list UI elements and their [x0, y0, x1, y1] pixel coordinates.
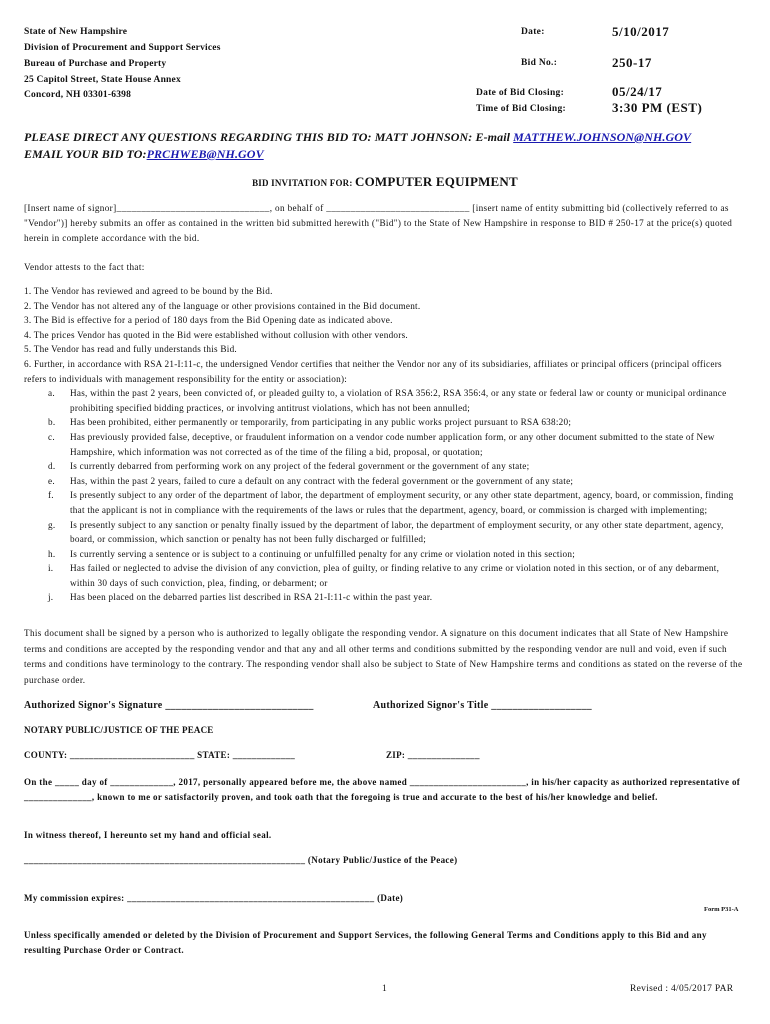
bid-number-label: Bid No.: — [521, 58, 558, 68]
county-state-field[interactable]: COUNTY: __________________________ STATE: _____________ — [24, 750, 296, 760]
date-label: Date: — [521, 27, 545, 37]
notary-signature-field[interactable]: __________________________________________________________ (Notary Public/Justice of the Peace) — [24, 855, 458, 865]
general-terms-paragraph: Unless specifically amended or deleted by the Division of Procurement and Support Services, the following General Terms and Conditions apply to this Bid and any resulting Purchase Order or Contract. — [24, 930, 707, 955]
list-item: 2. The Vendor has not altered any of the language or other provisions contained in the Bid document. — [24, 300, 421, 311]
agency-line: Concord, NH 03301-6398 — [24, 90, 132, 100]
witness-line: In witness thereof, I hereunto set my hand and official seal. — [24, 830, 272, 840]
sublist-item — [24, 547, 746, 562]
list-item: 4. The prices Vendor has quoted in the Bid were established without collusion with other vendors. — [24, 329, 408, 340]
zip-field[interactable]: ZIP: _______________ — [386, 750, 480, 760]
sublist-text: Has previously provided false, deceptive, or fraudulent information on a vendor code number application form, or any other document submitted to the state of New Hampshire, which information was not corrected as of the time of the filing a bid, proposal, or quotation; — [70, 431, 715, 457]
sublist-item — [24, 386, 746, 415]
sublist-letter: g. — [48, 519, 56, 530]
sublist-item — [24, 415, 746, 430]
closing-date-value: 05/24/17 — [612, 84, 663, 99]
commission-expires-field[interactable]: My commission expires: ___________________________________________________ (Date) — [24, 893, 404, 903]
sublist-text: Has, within the past 2 years, failed to cure a default on any contract with the federal government or the government of any state; — [70, 475, 574, 486]
contact-block — [24, 129, 754, 163]
notary-heading: NOTARY PUBLIC/JUSTICE OF THE PEACE — [24, 725, 214, 735]
sublist-letter: e. — [48, 475, 55, 486]
agency-line: Bureau of Purchase and Property — [24, 59, 167, 69]
sublist-item — [24, 518, 746, 547]
signor-title-field[interactable]: Authorized Signor's Title ___________________ — [373, 700, 592, 711]
sublist-letter: i. — [48, 563, 54, 574]
sublist-text: Has been placed on the debarred parties list described in RSA 21-I:11-c within the past year. — [70, 592, 433, 603]
sublist-text: Has, within the past 2 years, been convicted of, or pleaded guilty to, a violation of RSA 356:2, RSA 356:4, or any state or federal law or county or municipal ordinance prohibiting specified bidding practices, or involving antitrust violations, which has not been annulled; — [70, 388, 727, 413]
sublist-text: Is currently debarred from performing work on any project of the federal government or the government of any state; — [70, 461, 530, 472]
questions-text: PLEASE DIRECT ANY QUESTIONS REGARDING THIS BID TO: MATT JOHNSON: E-mail — [24, 130, 514, 144]
list-item: 3. The Bid is effective for a period of 180 days from the Bid Opening date as indicated above. — [24, 315, 393, 326]
email-bid-line — [24, 146, 754, 163]
sublist-letter: f. — [48, 490, 54, 501]
email-bid-text: EMAIL YOUR BID TO: — [24, 147, 147, 161]
sublist-item — [24, 590, 746, 605]
sublist-letter: d. — [48, 461, 56, 472]
page-number: 1 — [382, 984, 388, 994]
email-bid-link[interactable]: PRCHWEB@NH.GOV — [146, 147, 264, 161]
agency-line: State of New Hampshire — [24, 27, 128, 37]
sublist-letter: a. — [48, 388, 55, 399]
sublist-text: Has failed or neglected to advise the division of any conviction, plea of guilty, or finding relative to any crime or violation noted in this section, or of any debarment, within 30 days of such conviction, plea, finding, or debarment; or — [70, 563, 720, 588]
list-item: 5. The Vendor has read and fully understands this Bid. — [24, 344, 237, 355]
agency-address — [24, 25, 221, 104]
revision-note: Revised : 4/05/2017 PAR — [630, 984, 734, 994]
sublist-letter: j. — [48, 592, 54, 603]
signor-signature-field[interactable]: Authorized Signor's Signature ____________________________ — [24, 700, 314, 711]
sublist-letter: c. — [48, 431, 55, 442]
sublist-item — [24, 488, 746, 517]
sublist-item — [24, 430, 746, 459]
agency-line: 25 Capitol Street, State House Annex — [24, 74, 181, 85]
closing-date-label: Date of Bid Closing: — [476, 88, 565, 98]
sublist-text: Is presently subject to any order of the department of labor, the department of employment security, or any other state department, agency, board, or commission, finding that the applicant is not in compliance with the requirements of the laws or rules that the department, agency, board, or commission is charged with implementing; — [70, 490, 734, 515]
agency-line: Division of Procurement and Support Services — [24, 42, 221, 53]
bid-title-prefix: BID INVITATION FOR: — [252, 178, 356, 188]
bid-number-value: 250-17 — [612, 55, 652, 70]
closing-time-label: Time of Bid Closing: — [476, 104, 567, 114]
list-item: 1. The Vendor has reviewed and agreed to be bound by the Bid. — [24, 286, 273, 296]
bid-title — [0, 174, 770, 190]
notary-appearance-paragraph: On the _____ day of _____________, 2017, personally appeared before me, the above named ________________________, in his/her capacity as authorized representative of ______________, known to me or satisfactorily proven, and took oath that the foregoing is true and accurate to the best of his/her knowledge and belief. — [24, 777, 741, 802]
questions-email-link[interactable]: MATTHEW.JOHNSON@NH.GOV — [513, 130, 692, 144]
intro-paragraph: [Insert name of signor]_______________________________, on behalf of _____________________________ [insert name of entity submitting bid (collectively referred to as "Vendor")] hereby submits an offer as contained in the written bid submitted herewith ("Bid") to the State of New Hampshire in response to BID # 250-17 at the price(s) quoted herein in complete accordance with the bid. — [24, 203, 733, 243]
sublist-text: Has been prohibited, either permanently or temporarily, from participating in any public works project pursuant to RSA 638:20; — [70, 417, 572, 428]
form-id: Form P31-A — [704, 906, 739, 913]
date-value: 5/10/2017 — [612, 24, 670, 39]
attests-line: Vendor attests to the fact that: — [24, 262, 145, 272]
questions-line — [24, 129, 754, 146]
signature-paragraph: This document shall be signed by a person who is authorized to legally obligate the responding vendor. A signature on this document indicates that all State of New Hampshire terms and conditions are accepted by the responding vendor and that any and all other terms and conditions submitted by the responding vendor are null and void, even if such terms and conditions have terminology to the contrary. The responding vendor shall also be subject to State of New Hampshire terms and conditions as stated on the reverse of the purchase order. — [24, 628, 743, 685]
closing-time-value: 3:30 PM (EST) — [612, 100, 703, 115]
sublist-letter: b. — [48, 417, 56, 428]
sublist-letter: h. — [48, 548, 56, 559]
sublist-item — [24, 474, 746, 489]
sublist-text: Is currently serving a sentence or is subject to a continuing or unfulfilled penalty for any crime or violation noted in this section; — [70, 548, 576, 559]
list-item: 6. Further, in accordance with RSA 21-I:11-c, the undersigned Vendor certifies that neither the Vendor nor any of its subsidiaries, affiliates or principal officers (principal officers refers to individuals with management responsibility for the entity or association): — [24, 358, 722, 384]
sublist-item — [24, 459, 746, 474]
attestation-list — [24, 284, 746, 605]
sublist-item — [24, 561, 746, 590]
bid-title-subject: COMPUTER EQUIPMENT — [355, 174, 518, 189]
sublist-text: Is presently subject to any sanction or penalty finally issued by the department of labor, the department of employment security, or any other state department, agency, board, or commission, which sanction or penalty has not been fully discharged or fulfilled; — [70, 519, 724, 545]
